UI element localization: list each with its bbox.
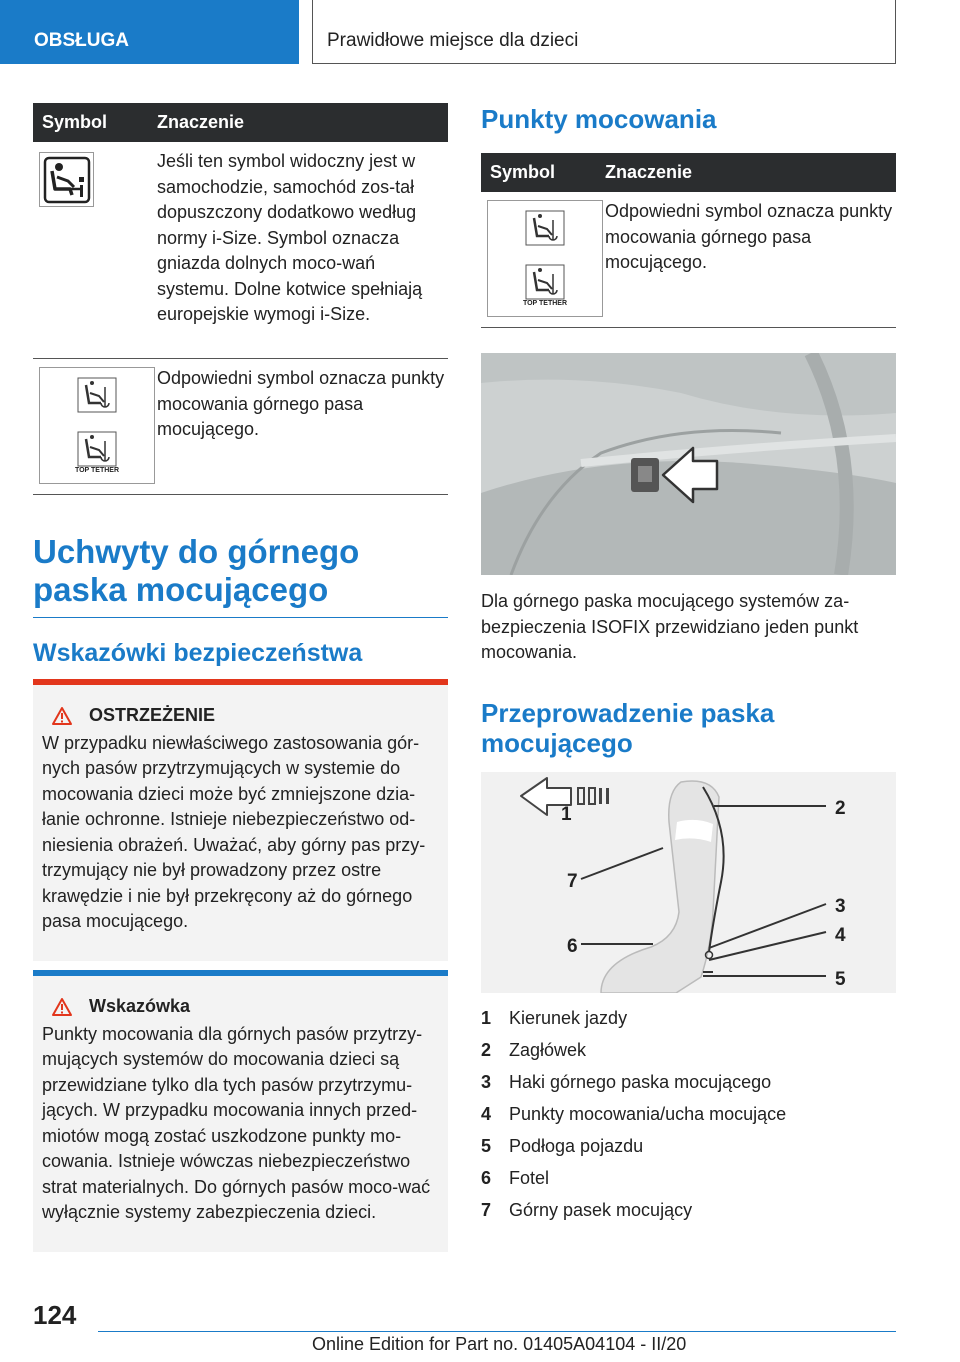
diagram-label-4: 4 [835,925,846,946]
top-tether-label: TOP TETHER [74,467,120,474]
warning-title-row [42,703,440,729]
symbol-cell [33,359,157,494]
symbol-cell [481,192,605,327]
col-symbol-header: Symbol [490,162,556,182]
symbol-meaning: Odpowiedni symbol oznacza punkty mocowania górnego pasa mocującego. [157,368,445,439]
anchor-photo [481,353,896,575]
warning-text: W przypadku niewłaściwego zastosowania gór-nych pasów przytrzymujących w systemie do mocowania dzieci może być zmniejszone dzia-łanie ochronne. Istnieje niebezpieczeństwo od-niesienia obrażeń. Uważać, aby górny pas przy-trzymujący nie był prowadzony przez ostre krawędzie i nie był przekręcony aż do górnego pasa mocującego. [42,732,426,931]
warning-triangle-icon [51,997,73,1017]
legend-list [481,1002,896,1226]
list-item: 3 Haki górnego paska mocującego [481,1071,772,1092]
routing-diagram [481,772,896,993]
list-item: 4 Punkty mocowania/ucha mocujące [481,1103,787,1124]
warning-triangle-icon [51,706,73,726]
hint-box [33,970,448,1252]
list-item: 1 Kierunek jazdy [481,1007,628,1028]
warning-box [33,679,448,961]
symbol-meaning: Jeśli ten symbol widoczny jest w samochodzie, samochód zos-tał dopuszczony dodatkowo według normy i-Size. Symbol oznacza gniazda dolnych moco-wań systemu. Dolne kotwice spełniają europejskie wymogi i-Size. [157,151,423,324]
symbol-meaning: Odpowiedni symbol oznacza punkty mocowania górnego pasa mocującego. [605,201,893,272]
photo-caption: Dla górnego paska mocującego systemów za-bezpieczenia ISOFIX przewidziano jeden punkt mocowania. [481,591,859,662]
col-symbol-header: Symbol [42,112,108,132]
table-row [33,359,448,495]
edition-note: Online Edition for Part no. 01405A04104 - II/20 [312,1334,687,1354]
page-number: 124 [33,1300,77,1330]
table-header [481,153,896,192]
diagram-label-5: 5 [835,969,846,990]
top-tether-icon [487,200,603,317]
list-item: 2 Zagłówek [481,1039,587,1060]
hint-text: Punkty mocowania dla górnych pasów przytrzy-mujących systemów do mocowania dzieci są przewidziane tylko dla tych pasów przytrzymu-jących. W przypadku mocowania innych przed-miotów mogą zostać uszkodzone punkty mo-cowania. Istnieje wówczas niebezpieczeństwo strat materialnych. Do górnych pasów moco-wać wyłącznie systemy zabezpieczenia dzieci. [42,1023,431,1222]
top-tether-icon [39,367,155,484]
diagram-label-1: 1 [561,804,572,825]
warning-title: OSTRZEŻENIE [89,705,216,725]
footer-divider [98,1331,896,1332]
diagram-label-2: 2 [835,798,846,819]
table-row [481,192,896,328]
symbol-table-left [33,103,448,495]
list-item: 7 Górny pasek mocujący [481,1199,693,1220]
list-item: 5 Podłoga pojazdu [481,1135,644,1156]
list-item: 6 Fotel [481,1167,550,1188]
diagram-label-7: 7 [567,871,578,892]
safety-heading: Wskazówki bezpieczeństwa [33,639,363,667]
col-meaning-header: Znaczenie [605,162,693,182]
col-meaning-header: Znaczenie [157,112,245,132]
heading-routing: Przeprowadzenie paska mocującego [481,698,775,758]
table-row [33,142,448,359]
section-title: Uchwyty do górnego paska mocującego [33,533,448,618]
diagram-label-3: 3 [835,896,846,917]
top-tether-label: TOP TETHER [522,300,568,307]
isofix-seat-icon [39,152,94,207]
symbol-cell [33,142,157,358]
table-header [33,103,448,142]
diagram-label-6: 6 [567,936,578,957]
hint-title-row [42,994,440,1020]
page-header-title: Prawidłowe miejsce dla dzieci [312,0,896,64]
symbol-table-right [481,153,896,328]
heading-points: Punkty mocowania [481,104,717,134]
section-tab: OBSŁUGA [0,0,299,64]
hint-title: Wskazówka [89,996,191,1016]
